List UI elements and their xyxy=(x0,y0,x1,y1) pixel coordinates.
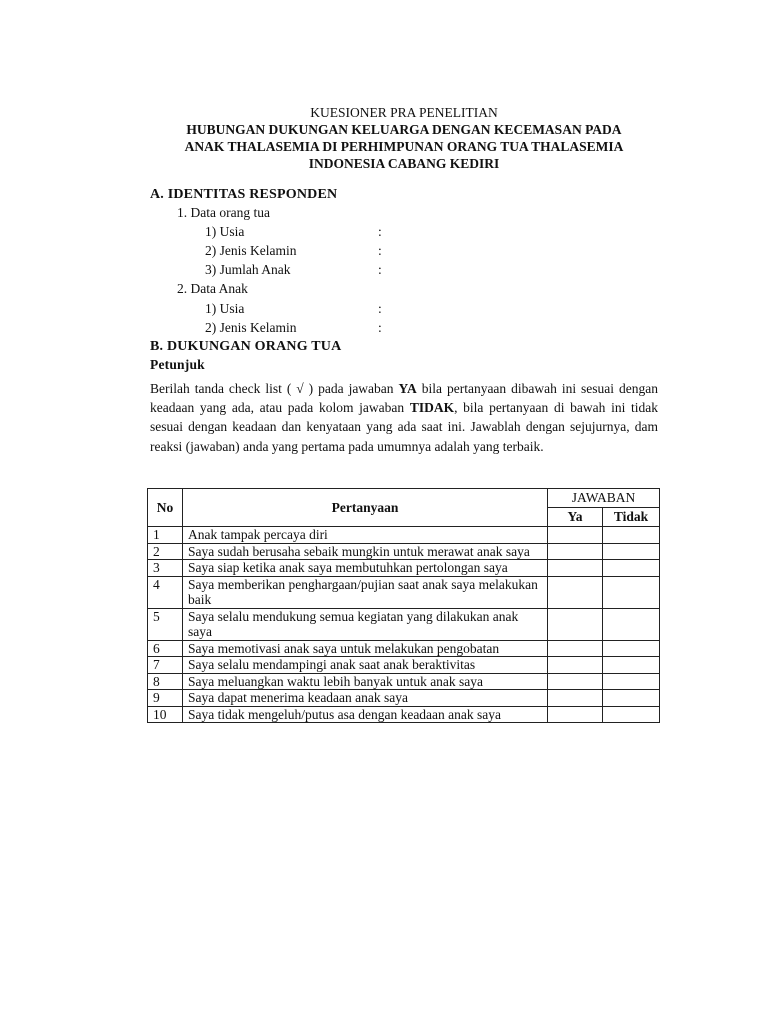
tidak-checkbox-cell[interactable] xyxy=(603,673,660,690)
parent-gender-label: 2) Jenis Kelamin xyxy=(205,243,297,258)
table-row xyxy=(148,560,660,577)
table-row xyxy=(148,608,660,640)
child-age-label: 1) Usia xyxy=(205,301,245,316)
ya-checkbox-cell[interactable] xyxy=(548,657,603,674)
tidak-checkbox-cell[interactable] xyxy=(603,690,660,707)
child-data-label: 2. Data Anak xyxy=(177,281,248,296)
section-a-heading: A. IDENTITAS RESPONDEN xyxy=(150,187,338,202)
parent-children-count-label: 3) Jumlah Anak xyxy=(205,262,291,277)
table-row xyxy=(148,706,660,723)
ya-checkbox-cell[interactable] xyxy=(548,543,603,560)
header-tidak: Tidak xyxy=(603,508,660,527)
row-number: 2 xyxy=(148,543,183,560)
table-row xyxy=(148,527,660,544)
row-question: Saya memberikan penghargaan/pujian saat anak saya melakukan baik xyxy=(183,576,548,608)
row-question: Saya tidak mengeluh/putus asa dengan keadaan anak saya xyxy=(183,706,548,723)
instruction-tidak: TIDAK xyxy=(409,400,455,416)
table-row xyxy=(148,576,660,608)
row-number: 9 xyxy=(148,690,183,707)
ya-checkbox-cell[interactable] xyxy=(548,608,603,640)
instruction-text: bila pertanyaan dibawah ini sesuai dengan keadaan yang ada, atau pada kolom jawaban xyxy=(150,381,659,416)
tidak-checkbox-cell[interactable] xyxy=(603,657,660,674)
tidak-checkbox-cell[interactable] xyxy=(603,576,660,608)
row-number: 5 xyxy=(148,608,183,640)
instruction-ya: YA xyxy=(398,381,417,396)
tidak-checkbox-cell[interactable] xyxy=(603,608,660,640)
row-question: Saya meluangkan waktu lebih banyak untuk anak saya xyxy=(183,673,548,690)
tidak-checkbox-cell[interactable] xyxy=(603,560,660,577)
instruction-text: Berilah tanda check list ( √ ) pada jawaban xyxy=(150,381,399,396)
row-number: 4 xyxy=(148,576,183,608)
tidak-checkbox-cell[interactable] xyxy=(603,527,660,544)
ya-checkbox-cell[interactable] xyxy=(548,673,603,690)
row-question: Saya sudah berusaha sebaik mungkin untuk merawat anak saya xyxy=(183,543,548,560)
tidak-checkbox-cell[interactable] xyxy=(603,706,660,723)
instructions-paragraph xyxy=(150,379,658,456)
ya-checkbox-cell[interactable] xyxy=(548,640,603,657)
instructions-heading: Petunjuk xyxy=(150,357,205,372)
ya-checkbox-cell[interactable] xyxy=(548,527,603,544)
ya-checkbox-cell[interactable] xyxy=(548,560,603,577)
colon: : xyxy=(378,320,382,335)
colon: : xyxy=(378,224,382,239)
row-question: Anak tampak percaya diri xyxy=(183,527,548,544)
row-question: Saya memotivasi anak saya untuk melakukan pengobatan xyxy=(183,640,548,657)
title-line: HUBUNGAN DUKUNGAN KELUARGA DENGAN KECEMASAN PADA xyxy=(186,122,622,137)
table-row xyxy=(148,673,660,690)
section-b-heading: B. DUKUNGAN ORANG TUA xyxy=(150,339,342,354)
table-row xyxy=(148,543,660,560)
row-number: 1 xyxy=(148,527,183,544)
row-number: 3 xyxy=(148,560,183,577)
ya-checkbox-cell[interactable] xyxy=(548,690,603,707)
header-ya: Ya xyxy=(548,508,603,527)
colon: : xyxy=(378,301,382,316)
ya-checkbox-cell[interactable] xyxy=(548,706,603,723)
tidak-checkbox-cell[interactable] xyxy=(603,640,660,657)
row-question: Saya siap ketika anak saya membutuhkan pertolongan saya xyxy=(183,560,548,577)
header-answer: JAWABAN xyxy=(548,489,660,508)
header-question: Pertanyaan xyxy=(183,489,548,527)
row-number: 6 xyxy=(148,640,183,657)
parent-age-label: 1) Usia xyxy=(205,224,245,239)
parent-data-label: 1. Data orang tua xyxy=(177,205,270,220)
row-number: 10 xyxy=(148,706,183,723)
row-question: Saya dapat menerima keadaan anak saya xyxy=(183,690,548,707)
title-line: INDONESIA CABANG KEDIRI xyxy=(308,156,500,171)
table-row xyxy=(148,640,660,657)
header-no: No xyxy=(148,489,183,527)
title-line: ANAK THALASEMIA DI PERHIMPUNAN ORANG TUA THALASEMIA xyxy=(184,139,624,154)
colon: : xyxy=(378,262,382,277)
table-row xyxy=(148,690,660,707)
instruction-text: , bila pertanyaan di bawah ini tidak sesuai dengan keadaan dan kenyataan yang ada saat ini. Jawablah dengan sejujurnya, dam reaksi (jawaban) anda yang pertama pada umumnya adalah yang terbaik. xyxy=(150,400,659,454)
title-line: KUESIONER PRA PENELITIAN xyxy=(310,105,498,120)
table-row xyxy=(148,657,660,674)
row-question: Saya selalu mendampingi anak saat anak beraktivitas xyxy=(183,657,548,674)
colon: : xyxy=(378,243,382,258)
document-title xyxy=(150,104,658,172)
row-number: 7 xyxy=(148,657,183,674)
tidak-checkbox-cell[interactable] xyxy=(603,543,660,560)
questionnaire-table xyxy=(147,488,660,723)
child-gender-label: 2) Jenis Kelamin xyxy=(205,320,297,335)
row-question: Saya selalu mendukung semua kegiatan yang dilakukan anak saya xyxy=(183,608,548,640)
ya-checkbox-cell[interactable] xyxy=(548,576,603,608)
row-number: 8 xyxy=(148,673,183,690)
